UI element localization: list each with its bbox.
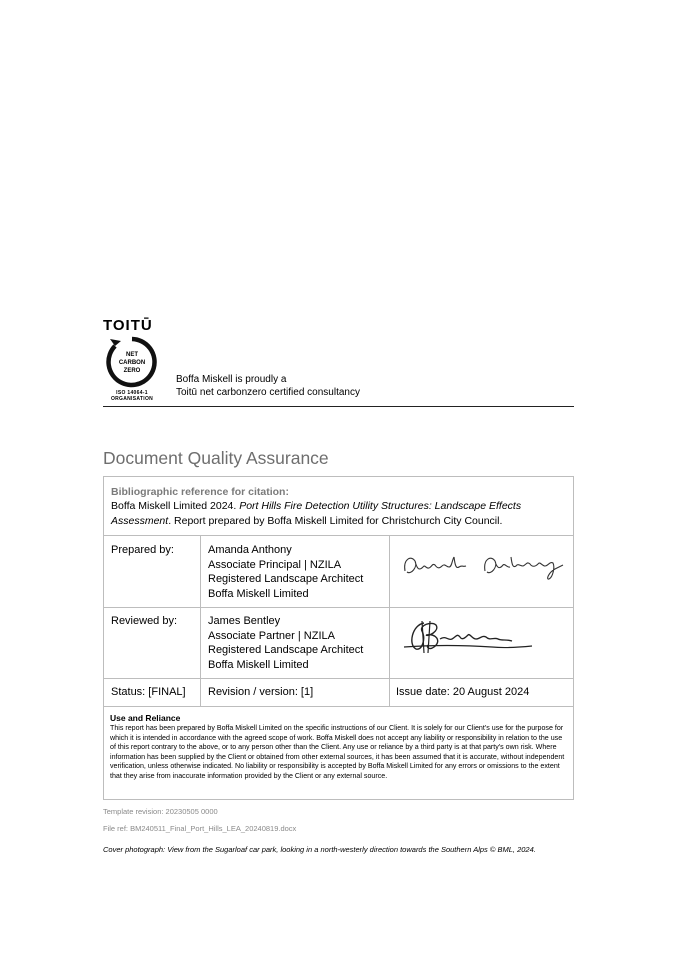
certification-line-2: Toitū net carbonzero certified consultancy bbox=[176, 387, 360, 398]
bibliography-citation bbox=[111, 499, 566, 529]
revision-version: Revision / version: [1] bbox=[208, 686, 314, 698]
prepared-company: Boffa Miskell Limited bbox=[208, 587, 309, 600]
prepared-label: Prepared by: bbox=[111, 544, 174, 556]
quality-assurance-table bbox=[103, 476, 574, 800]
carbon-zero-badge-icon bbox=[106, 336, 158, 388]
reviewed-title: Registered Landscape Architect bbox=[208, 644, 364, 656]
use-reliance-heading: Use and Reliance bbox=[110, 713, 181, 723]
badge-line-carbon: CARBON bbox=[118, 360, 146, 366]
iso-standard: ISO 14064-1 bbox=[116, 390, 148, 396]
reviewed-label: Reviewed by: bbox=[111, 615, 178, 627]
reviewed-details bbox=[208, 614, 363, 672]
certification-line-1: Boffa Miskell is proudly a bbox=[176, 374, 287, 385]
cover-photo-caption: Cover photograph: View from the Sugarloaf car park, looking in a north-westerly direction towards the Southern Alps © BML, 2024. bbox=[103, 845, 536, 854]
reviewed-role: Associate Partner | NZILA bbox=[208, 629, 335, 642]
citation-lead: Boffa Miskell Limited 2024. bbox=[111, 500, 240, 512]
citation-title: Port Hills Fire Detection Utility Structures: Landscape Effects Assessment bbox=[111, 500, 522, 527]
prepared-name: Amanda Anthony bbox=[208, 544, 292, 556]
template-revision: Template revision: 20230505 0000 bbox=[103, 807, 218, 816]
prepared-title: Registered Landscape Architect bbox=[208, 573, 364, 585]
reviewed-signature bbox=[402, 615, 542, 663]
citation-tail: . Report prepared by Boffa Miskell Limited for Christchurch City Council. bbox=[168, 515, 503, 527]
prepared-signature bbox=[399, 545, 569, 585]
prepared-details bbox=[208, 543, 363, 601]
reviewed-name: James Bentley bbox=[208, 615, 281, 627]
section-title: Document Quality Assurance bbox=[103, 448, 329, 468]
toitu-brand: TOITŪ bbox=[103, 317, 153, 334]
status-value: Status: [FINAL] bbox=[111, 686, 186, 698]
badge-line-zero: ZERO bbox=[123, 368, 141, 374]
issue-date: Issue date: 20 August 2024 bbox=[396, 686, 530, 698]
file-reference: File ref: BM240511_Final_Port_Hills_LEA_20240819.docx bbox=[103, 824, 297, 833]
reviewed-company: Boffa Miskell Limited bbox=[208, 658, 309, 671]
prepared-role: Associate Principal | NZILA bbox=[208, 558, 342, 571]
badge-line-net: NET bbox=[126, 352, 138, 358]
divider bbox=[103, 406, 574, 407]
bibliography-heading: Bibliographic reference for citation: bbox=[111, 486, 289, 498]
iso-organisation: ORGANISATION bbox=[110, 396, 154, 402]
toitu-logo bbox=[103, 318, 161, 402]
use-reliance-text: This report has been prepared by Boffa Miskell Limited on the specific instructions of our Client. It is solely for our Client’s use for the purpose for which it is intended in accordance with the agreed scope of work. Boffa Miskell does not accept any liability or responsibility in relation to the use of this report contrary to the above, or to any person other than the Client. Any use or reliance by a third party is at that party's own risk. Where information has been supplied by the Client or obtained from other external sources, it has been assumed that it is accurate, without independent verification, unless otherwise indicated. No liability or responsibility is accepted by Boffa Miskell Limited for any errors or omissions to the extent that they arise from inaccurate information provided by the Client or any external source. bbox=[110, 724, 565, 780]
